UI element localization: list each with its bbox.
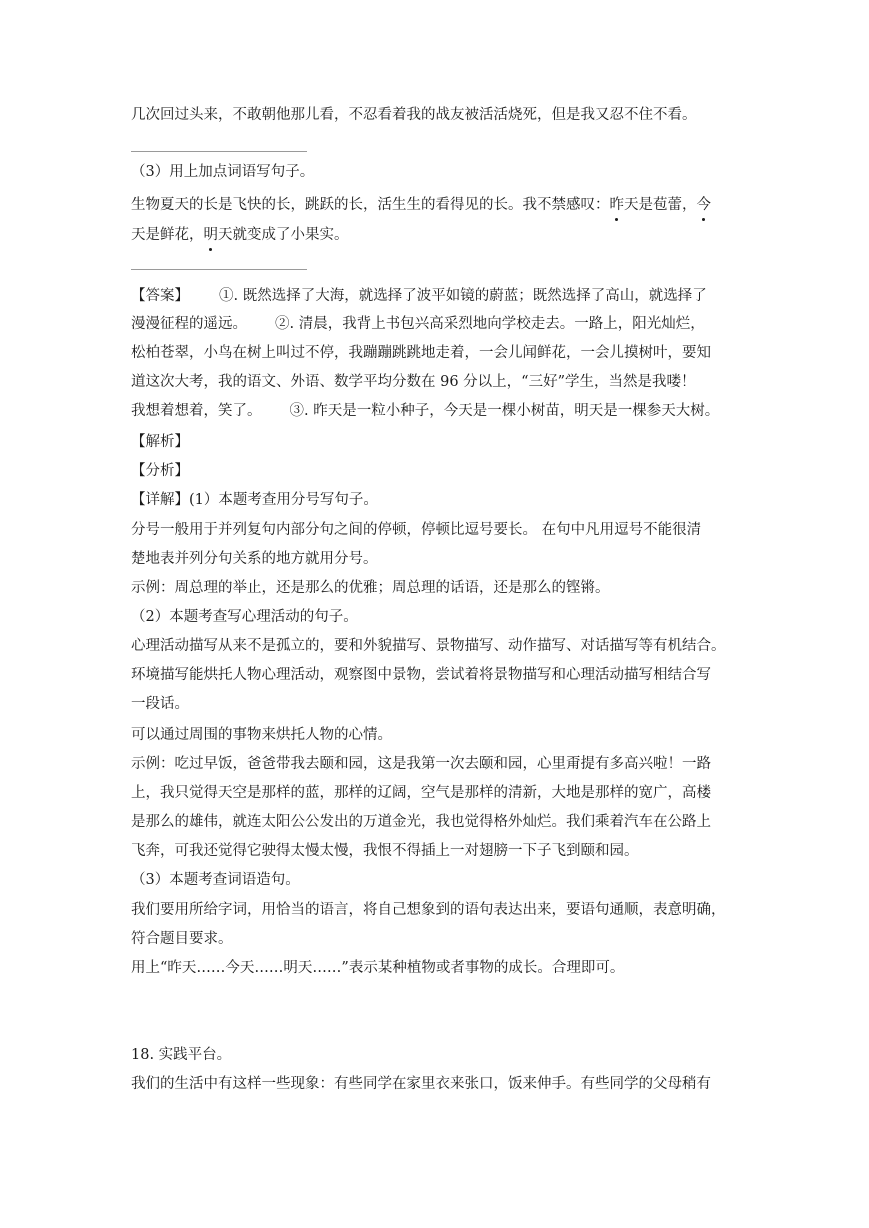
text-line: （3）本题考查词语造句。: [131, 872, 300, 888]
text-line: 分号一般用于并列复句内部分句之间的停顿，停顿比逗号要长。 在句中凡用逗号不能很清: [131, 522, 702, 538]
text-line: 符合题目要求。: [131, 931, 233, 947]
text-line: 飞奔，可我还觉得它驶得太慢太慢，我恨不得插上一对翅膀一下子飞到颐和园。: [131, 843, 639, 859]
answer-label: 【答案】: [131, 288, 189, 304]
question-3-heading: （3）用上加点词语写句子。: [131, 164, 315, 180]
text-line: 心理活动描写从来不是孤立的，要和外貌描写、景物描写、动作描写、对话描写等有机结合。: [131, 638, 726, 654]
question-18-heading: 18. 实践平台。: [131, 1047, 232, 1063]
text-line: 几次回过头来，不敢朝他那儿看，不忍看着我的战友被活活烧死，但是我又忍不住不看。: [131, 107, 697, 123]
answer-line-2: [131, 314, 705, 334]
analysis-label: 【解析】: [131, 434, 189, 450]
text-line: 环境描写能烘托人物心理活动，观察图中景物，尝试着将景物描写和心理活动描写相结合写: [131, 667, 711, 683]
text-line: 可以通过周围的事物来烘托人物的心情。: [131, 727, 392, 743]
text-line: 用上“昨天……今天……明天……”表示某种植物或者事物的成长。合理即可。: [131, 960, 625, 976]
emphasis-dot-word: 昨: [609, 197, 624, 213]
emphasis-dot-word: 今: [696, 197, 711, 213]
text-segment: 天是苞蕾，: [624, 197, 697, 213]
text-segment: 天是鲜花，: [131, 227, 204, 243]
answer-blank-line: [131, 269, 307, 270]
text-line: 我们要用所给字词，用恰当的语言，将自己想象到的语句表达出来，要语句通顺，表意明确，: [131, 902, 726, 918]
question-3-text-line-1: [131, 195, 711, 215]
text-segment: ②. 清晨，我背上书包兴高采烈地向学校走去。一路上，阳光灿烂，: [275, 316, 705, 332]
text-line: 示例：吃过早饭，爸爸带我去颐和园，这是我第一次去颐和园，心里甭提有多高兴啦！一路: [131, 756, 711, 772]
text-line: 上，我只觉得天空是那样的蓝，那样的辽阔，空气是那样的清新，大地是那样的宽广，高楼: [131, 785, 711, 801]
answer-blank-line: [131, 151, 307, 152]
text-segment: 天就变成了小果实。: [218, 227, 349, 243]
text-line: 我们的生活中有这样一些现象：有些同学在家里衣来张口，饭来伸手。有些同学的父母稍有: [131, 1076, 711, 1092]
text-line: 楚地表并列分句关系的地方就用分号。: [131, 551, 378, 567]
text-line: 示例：周总理的举止，还是那么的优雅；周总理的话语，还是那么的铿锵。: [131, 580, 610, 596]
text-segment: 漫漫征程的遥远。: [131, 316, 247, 332]
answer-line-1: [131, 286, 707, 306]
text-segment: ①. 既然选择了大海，就选择了波平如镜的蔚蓝；既然选择了高山，就选择了: [219, 288, 707, 304]
text-segment: 我想着想着，笑了。: [131, 403, 262, 419]
answer-line-3: 松柏苍翠，小鸟在树上叫过不停，我蹦蹦跳跳地走着，一会儿闻鲜花，一会儿摸树叶，要知: [131, 345, 711, 361]
detail-heading: 【详解】(1）本题考查用分号写句子。: [131, 492, 378, 508]
text-segment: 生物夏天的长是飞快的长，跳跃的长，活生生的看得见的长。我不禁感叹：: [131, 197, 610, 213]
question-3-text-line-2: [131, 225, 349, 245]
text-segment: ③. 昨天是一粒小种子，今天是一棵小树苗，明天是一棵参天大树。: [289, 403, 720, 419]
text-line: 是那么的雄伟，就连太阳公公发出的万道金光，我也觉得格外灿烂。我们乘着汽车在公路上: [131, 814, 711, 830]
answer-line-5: [131, 401, 719, 421]
answer-line-4: 道这次大考，我的语文、外语、数学平均分数在 96 分以上，“三好”学生，当然是我喽！: [131, 374, 696, 390]
analysis-sub-label: 【分析】: [131, 463, 189, 479]
text-line: 一段话。: [131, 696, 189, 712]
text-line: （2）本题考查写心理活动的句子。: [131, 609, 358, 625]
emphasis-dot-word: 明: [203, 227, 218, 243]
